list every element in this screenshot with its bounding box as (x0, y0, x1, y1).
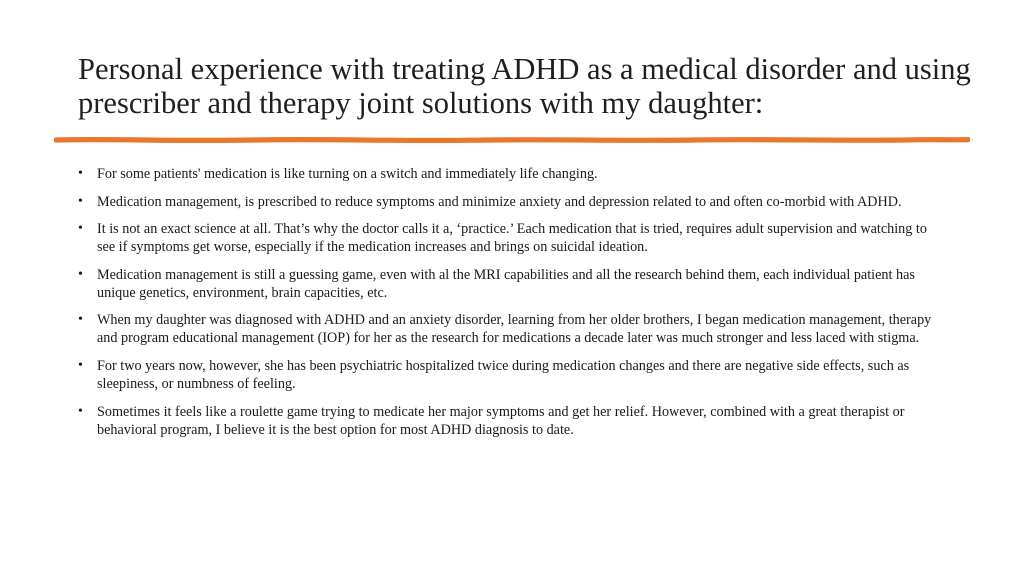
bullet-text: For some patients' medication is like turning on a switch and immediately life changing. (97, 166, 598, 182)
bullet-glyph: • (78, 221, 83, 237)
slide-title: Personal experience with treating ADHD as a medical disorder and using prescriber and therapy joint solutions with my daughter: (78, 52, 971, 120)
divider-stroke (56, 140, 968, 141)
bullet-item (78, 220, 938, 256)
bullet-glyph: • (78, 357, 83, 373)
bullet-text: Medication management, is prescribed to reduce symptoms and minimize anxiety and depression related to and often co-morbid with ADHD. (97, 193, 902, 210)
bullet-glyph: • (78, 312, 83, 328)
title-divider (54, 134, 970, 146)
bullet-glyph: • (78, 266, 83, 282)
bullet-glyph: • (78, 166, 83, 181)
bullet-item (78, 193, 938, 211)
bullet-text: For two years now, however, she has been psychiatric hospitalized twice during medication changes and there are negative side effects, such as sleepiness, or numbness of feeling. (97, 357, 910, 392)
bullet-item (78, 165, 938, 183)
bullet-item (78, 357, 938, 393)
bullet-text: It is not an exact science at all. That’s why the doctor calls it a, ‘practice.’ Each medication that is tried, requires adult supervision and watching to see if symptoms get worse, especially if the medication increases and brings on suicidal ideation. (97, 221, 927, 256)
bullet-text: When my daughter was diagnosed with ADHD and an anxiety disorder, learning from her older brothers, I began medication management, therapy and program educational management (IOP) for her as the research for medications a decade later was much stronger and less laced with stigma. (97, 312, 932, 347)
bullet-glyph: • (78, 403, 83, 419)
bullet-item (78, 266, 938, 302)
bullet-text: Sometimes it feels like a roulette game trying to medicate her major symptoms and get her relief. However, combined with a great therapist or behavioral program, I believe it is the best option for most ADHD diagnosis to date. (97, 403, 905, 438)
bullet-item (78, 403, 938, 439)
bullet-text: Medication management is still a guessing game, even with al the MRI capabilities and all the research behind them, each individual patient has unique genetics, environment, brain capacities, etc. (97, 266, 915, 301)
bullet-glyph: • (78, 193, 83, 209)
bullet-item (78, 311, 938, 347)
bullet-list (78, 165, 938, 448)
